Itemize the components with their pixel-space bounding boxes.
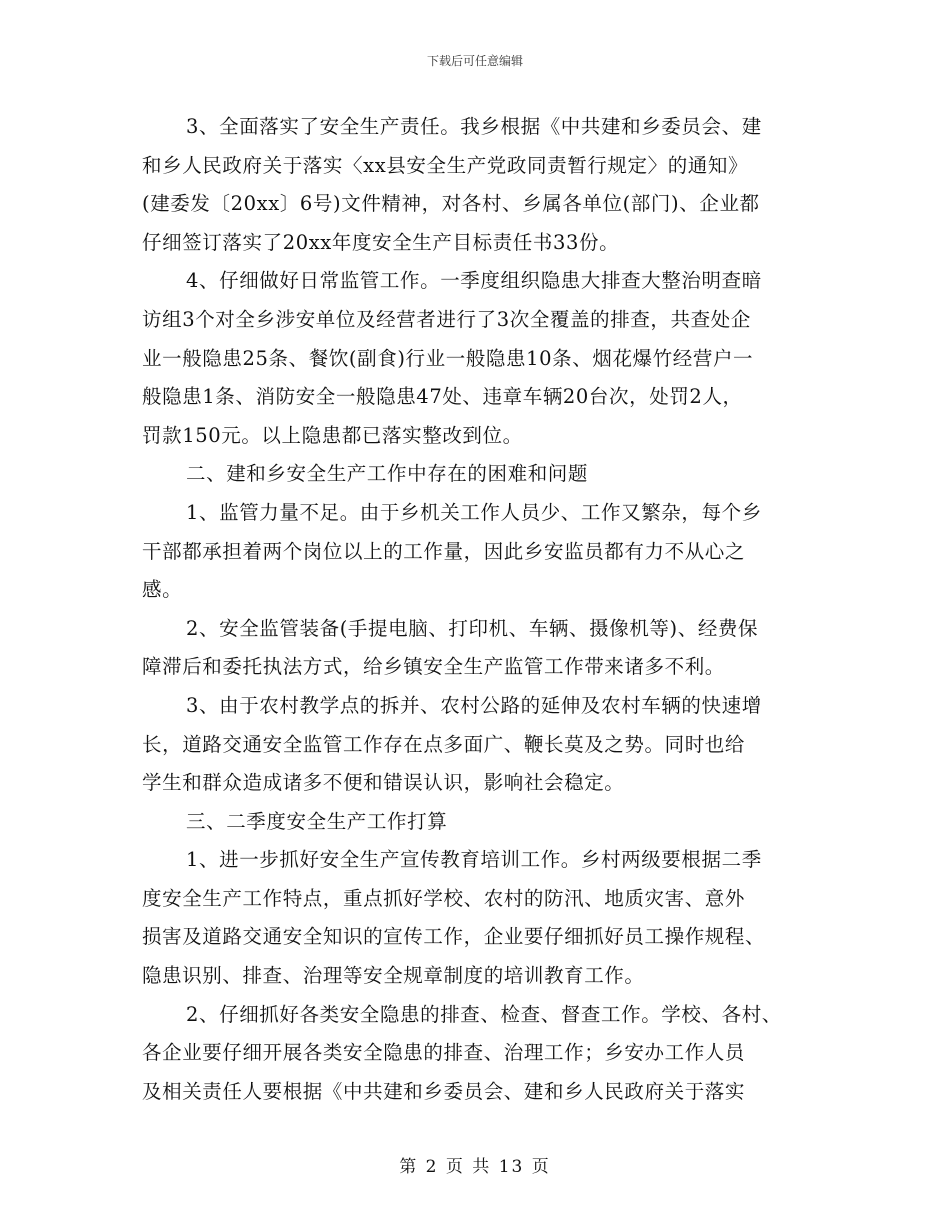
text-line: 感。 <box>142 578 183 602</box>
text-line: 1、进一步抓好安全生产宣传教育培训工作。乡村两级要根据二季 <box>186 848 762 872</box>
text-line: 访组3个对全乡涉安单位及经营者进行了3次全覆盖的排查，共查处企 <box>142 307 751 331</box>
text-line: 3、全面落实了安全生产责任。我乡根据《中共建和乡委员会、建 <box>186 115 762 138</box>
text-line: 仔细签订落实了20xx年度安全生产目标责任书33份。 <box>142 230 620 254</box>
text-line: 业一般隐患25条、餐饮(副食)行业一般隐患10条、烟花爆竹经营户一 <box>142 346 754 370</box>
text-line: 1、监管力量不足。由于乡机关工作人员少、工作又繁杂，每个乡 <box>186 500 762 524</box>
text-line: 损害及道路交通安全知识的宣传工作，企业要仔细抓好员工操作规程、 <box>142 925 766 949</box>
text-line: 三、二季度安全生产工作打算 <box>186 809 448 833</box>
text-line: 二、建和乡安全生产工作中存在的困难和问题 <box>186 462 589 486</box>
text-line: 2、仔细抓好各类安全隐患的排查、检查、督查工作。学校、各村、 <box>186 1002 782 1026</box>
text-line: 各企业要仔细开展各类安全隐患的排查、治理工作；乡安办工作人员 <box>142 1041 746 1065</box>
text-line: 度安全生产工作特点，重点抓好学校、农村的防汛、地质灾害、意外 <box>142 886 746 910</box>
text-line: 4、仔细做好日常监管工作。一季度组织隐患大排查大整治明查暗 <box>186 269 762 293</box>
text-line: (建委发〔20xx〕6号)文件精神，对各村、乡属各单位(部门)、企业都 <box>142 192 760 216</box>
text-line: 学生和群众造成诸多不便和错误认识，影响社会稳定。 <box>142 771 625 795</box>
page-header-note: 下载后可任意编辑 <box>426 54 523 68</box>
text-line: 3、由于农村教学点的拆并、农村公路的延伸及农村车辆的快速增 <box>186 693 762 717</box>
text-line: 隐患识别、排查、治理等安全规章制度的培训教育工作。 <box>142 964 645 988</box>
page-number: 第 2 页 共 13 页 <box>399 1157 551 1177</box>
text-line: 2、安全监管装备(手提电脑、打印机、车辆、摄像机等)、经费保 <box>186 616 759 640</box>
text-line: 和乡人民政府关于落实〈xx县安全生产党政同责暂行规定〉的通知》 <box>142 153 749 177</box>
text-line: 般隐患1条、消防安全一般隐患47处、违章车辆20台次，处罚2人， <box>142 385 743 409</box>
text-line: 障滞后和委托执法方式，给乡镇安全生产监管工作带来诸多不利。 <box>142 655 725 679</box>
text-line: 干部都承担着两个岗位以上的工作量，因此乡安监员都有力不从心之 <box>142 539 746 563</box>
text-line: 罚款150元。以上隐患都已落实整改到位。 <box>142 423 523 447</box>
text-line: 及相关责任人要根据《中共建和乡委员会、建和乡人民政府关于落实 <box>142 1079 746 1103</box>
text-line: 长，道路交通安全监管工作存在点多面广、鞭长莫及之势。同时也给 <box>142 732 746 756</box>
document-body <box>142 108 832 1111</box>
